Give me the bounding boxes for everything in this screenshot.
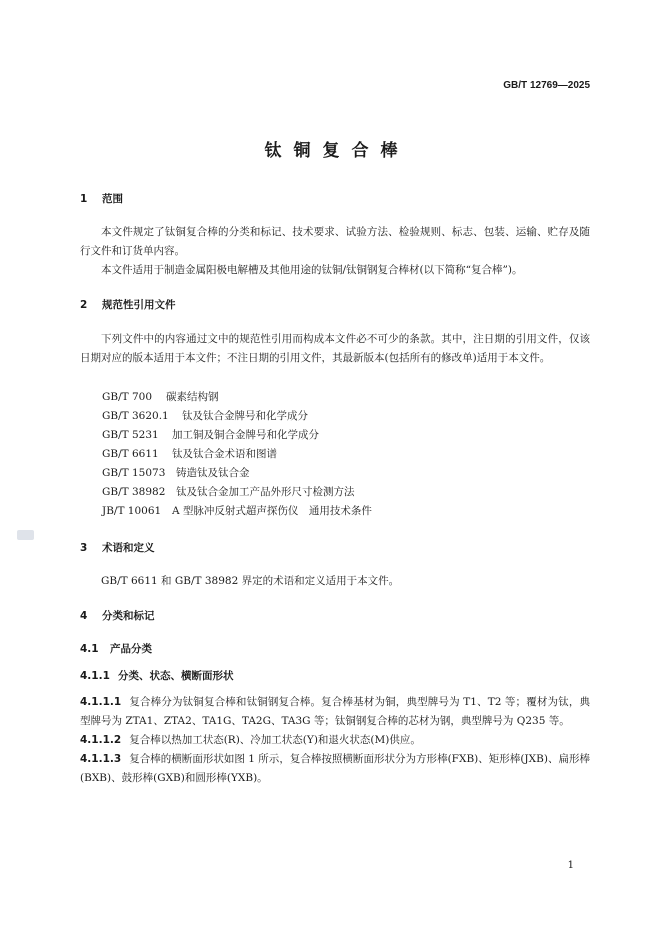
section-4-heading [80,608,155,623]
reference-name: 碳素结构钢 [166,391,219,403]
reference-item [102,408,308,423]
reference-code: GB/T 6611 [102,448,159,460]
clause-4-1-1-1 [80,693,590,731]
side-watermark-badge [17,530,34,540]
section-title: 规范性引用文件 [102,299,176,311]
section-number: 2 [80,299,88,311]
clause-4-1-1-3 [80,750,590,788]
reference-item [102,427,319,442]
section-number: 4.1 [80,643,99,655]
section-title: 分类、状态、横断面形状 [118,670,234,682]
reference-item [102,465,250,480]
section-1-heading [80,191,123,206]
reference-name: 钛及钛合金牌号和化学成分 [182,410,308,422]
scope-paragraph-2: 本文件适用于制造金属阳极电解槽及其他用途的钛铜/钛铜钢复合棒材(以下简称“复合棒”)。 [101,264,523,276]
clause-number: 4.1.1.2 [80,734,122,746]
reference-code: GB/T 38982 [102,486,166,498]
section-title: 分类和标记 [102,610,155,622]
reference-item [102,446,277,461]
section-number: 1 [80,193,88,205]
section-3-heading [80,540,155,555]
clause-4-1-1-2 [80,731,590,750]
clause-number: 4.1.1.3 [80,753,122,765]
reference-name: 钛及钛合金加工产品外形尺寸检测方法 [176,486,355,498]
reference-code: GB/T 3620.1 [102,410,169,422]
reference-item [102,503,372,518]
clause-text: 复合棒分为钛铜复合棒和钛铜钢复合棒。复合棒基材为铜，典型牌号为 T1、T2 等；覆材为钛，典型牌号为 ZTA1、ZTA2、TA1G、TA2G、TA3G 等；钛铜钢复合棒的芯材为钢，典型牌号为 Q235 等。 [80,696,590,727]
section-number: 4 [80,610,88,622]
reference-item [102,389,219,404]
clause-text: 复合棒的横断面形状如图 1 所示，复合棒按照横断面形状分为方形棒(FXB)、矩形棒(JXB)、扁形棒(BXB)、鼓形棒(GXB)和圆形棒(YXB)。 [80,753,590,784]
section-title: 范围 [102,193,123,205]
reference-code: GB/T 15073 [102,467,166,479]
terms-paragraph: GB/T 6611 和 GB/T 38982 界定的术语和定义适用于本文件。 [101,575,400,587]
section-title: 产品分类 [110,643,152,655]
reference-item [102,484,355,499]
reference-name: 钛及钛合金术语和图谱 [172,448,277,460]
reference-code: JB/T 10061 [102,505,162,517]
reference-name: 铸造钛及钛合金 [176,467,250,479]
section-number: 4.1.1 [80,670,110,682]
clause-text: 复合棒以热加工状态(R)、冷加工状态(Y)和退火状态(M)供应。 [129,734,421,746]
page-number: 1 [567,860,574,871]
subsection-4-1-1-heading [80,668,234,683]
section-2-heading [80,297,176,312]
reference-name: A 型脉冲反射式超声探伤仪 通用技术条件 [172,505,372,517]
scope-paragraph-1: 本文件规定了钛铜复合棒的分类和标记、技术要求、试验方法、检验规则、标志、包装、运输、贮存及随行文件和订货单内容。 [80,226,590,257]
reference-code: GB/T 700 [102,391,153,403]
clause-number: 4.1.1.1 [80,696,122,708]
reference-name: 加工铜及铜合金牌号和化学成分 [172,429,319,441]
document-title: 钛铜复合棒 [264,141,410,161]
section-title: 术语和定义 [102,542,155,554]
subsection-4-1-heading [80,641,152,656]
section-number: 3 [80,542,88,554]
standard-number: GB/T 12769—2025 [503,80,590,91]
reference-code: GB/T 5231 [102,429,159,441]
normative-references-paragraph: 下列文件中的内容通过文中的规范性引用而构成本文件必不可少的条款。其中，注日期的引用文件，仅该日期对应的版本适用于本文件；不注日期的引用文件，其最新版本(包括所有的修改单)适用于本文件。 [80,333,590,364]
